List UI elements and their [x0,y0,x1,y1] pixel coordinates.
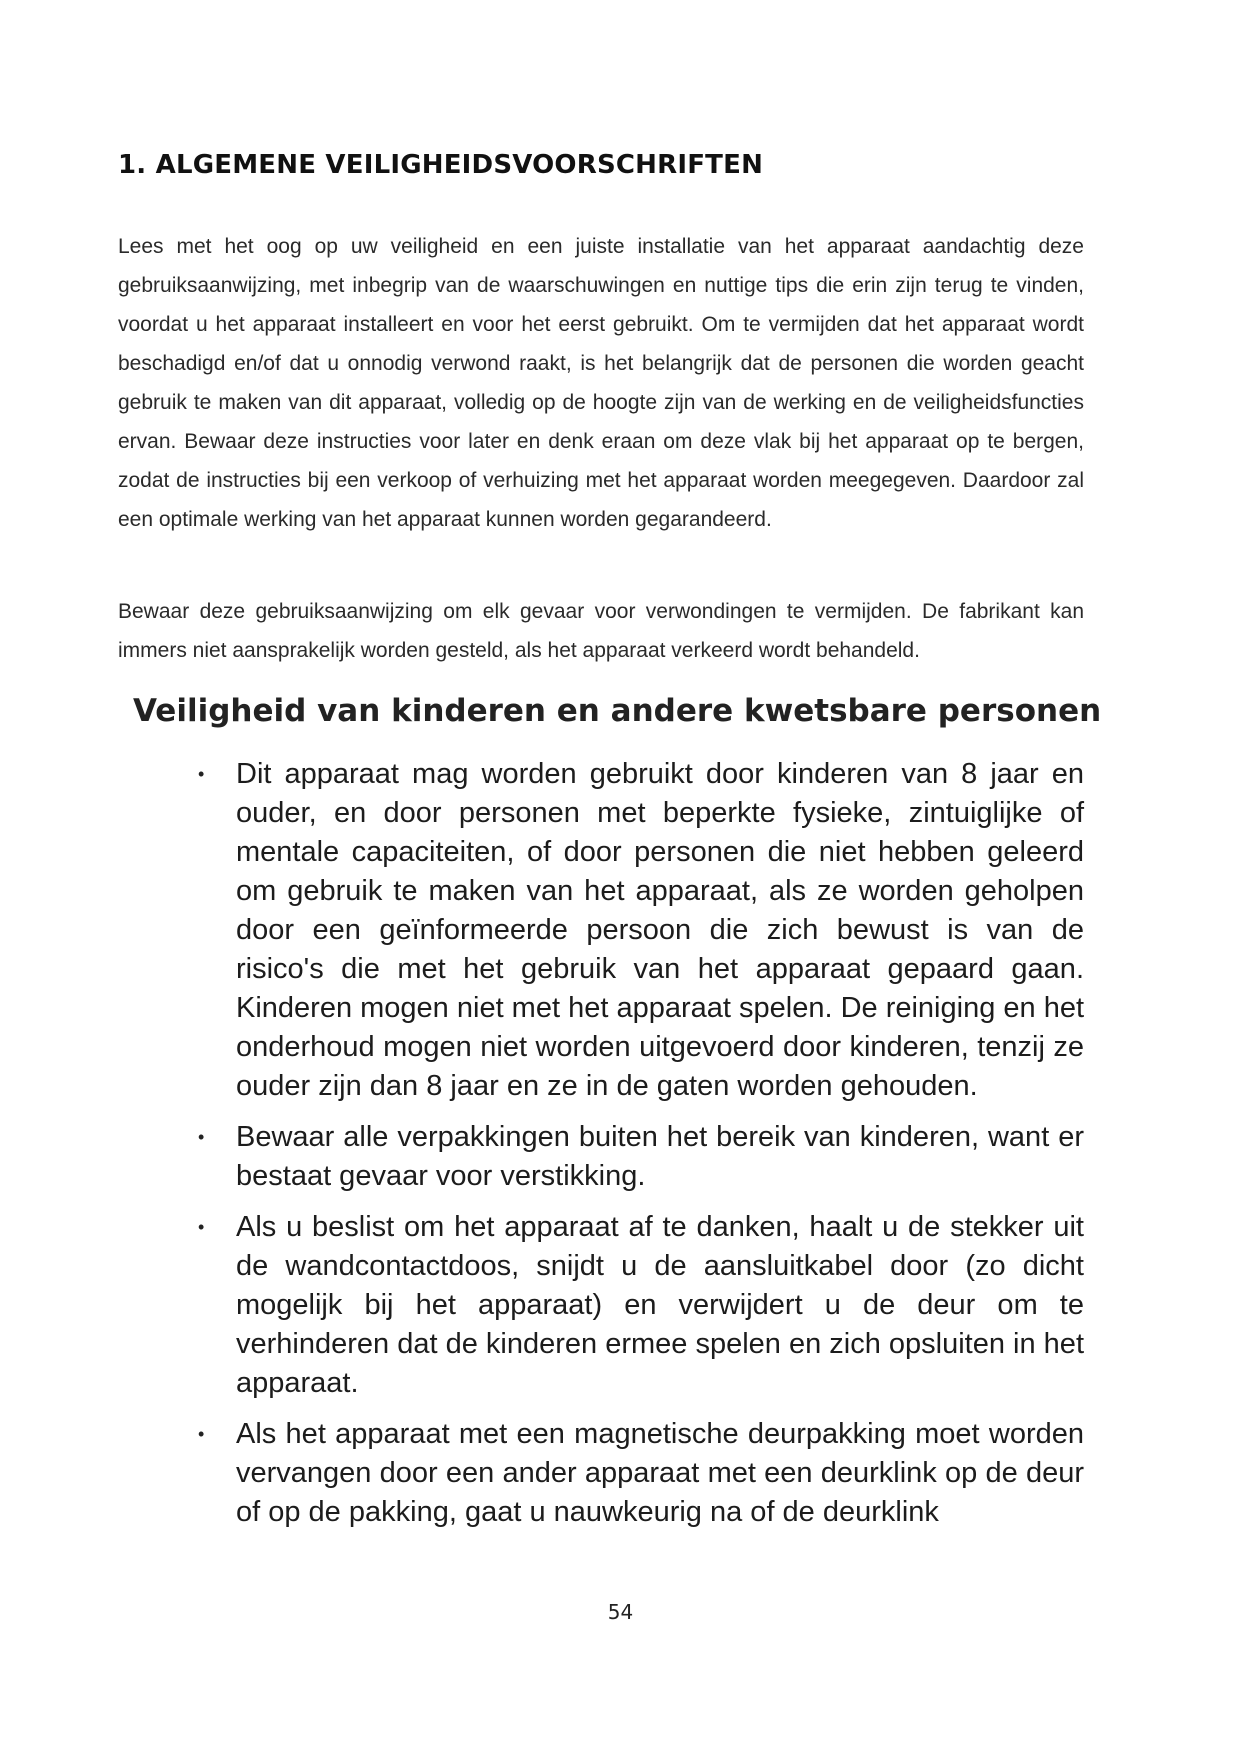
section-title: 1. ALGEMENE VEILIGHEIDSVOORSCHRIFTEN [118,150,764,180]
children-safety-heading: Veiligheid van kinderen en andere kwetsbare personen [133,693,1102,729]
list-item-text: Als u beslist om het apparaat af te danken, haalt u de stekker uit de wandcontactdoos, snijdt u de aansluitkabel door (zo dicht mogelijk bij het apparaat) en verwijdert u de deur om te verhinderen dat de kinderen ermee spelen en zich opsluiten in het apparaat. [236,1211,1084,1399]
list-item [0,1118,1084,1196]
list-item-text: Dit apparaat mag worden gebruikt door kinderen van 8 jaar en ouder, en door personen met beperkte fysieke, zintuiglijke of mentale capaciteiten, of door personen die niet hebben geleerd om gebruik te maken van het apparaat, als ze worden geholpen door een geïnformeerde persoon die zich bewust is van de risico's die met het gebruik van het apparaat gepaard gaan. Kinderen mogen niet met het apparaat spelen. De reiniging en het onderhoud mogen niet worden uitgevoerd door kinderen, tenzij ze ouder zijn dan 8 jaar en ze in de gaten worden gehouden. [236,758,1085,1102]
list-item [0,1415,1084,1532]
list-item-text: Bewaar alle verpakkingen buiten het bereik van kinderen, want er bestaat gevaar voor verstikking. [236,1121,1084,1192]
liability-paragraph: Bewaar deze gebruiksaanwijzing om elk gevaar voor verwondingen te vermijden. De fabrikant kan immers niet aansprakelijk worden gesteld, als het apparaat verkeerd wordt behandeld. [118,600,1084,662]
bullet-icon: • [198,1127,205,1147]
bullet-icon: • [198,764,205,784]
list-item-text: Als het apparaat met een magnetische deurpakking moet worden vervangen door een ander apparaat met een deurklink op de deur of op de pakking, gaat u nauwkeurig na of de deurklink [236,1418,1084,1528]
list-item [0,1208,1084,1403]
page-number: 54 [607,1600,634,1624]
children-safety-list [0,755,1241,1544]
intro-paragraph: Lees met het oog op uw veiligheid en een juiste installatie van het apparaat aandachtig deze gebruiksaanwijzing, met inbegrip van de waarschuwingen en nuttige tips die erin zijn terug te vinden, voordat u het apparaat installeert en voor het eerst gebruikt. Om te vermijden dat het apparaat wordt beschadigd en/of dat u onnodig verwond raakt, is het belangrijk dat de personen die worden geacht gebruik te maken van dit apparaat, volledig op de hoogte zijn van de werking en de veiligheidsfuncties ervan. Bewaar deze instructies voor later en denk eraan om deze vlak bij het apparaat op te bergen, zodat de instructies bij een verkoop of verhuizing met het apparaat worden meegegeven. Daardoor zal een optimale werking van het apparaat kunnen worden gegarandeerd. [118,235,1084,531]
list-item [0,755,1084,1106]
bullet-icon: • [198,1424,205,1444]
bullet-icon: • [198,1217,205,1237]
